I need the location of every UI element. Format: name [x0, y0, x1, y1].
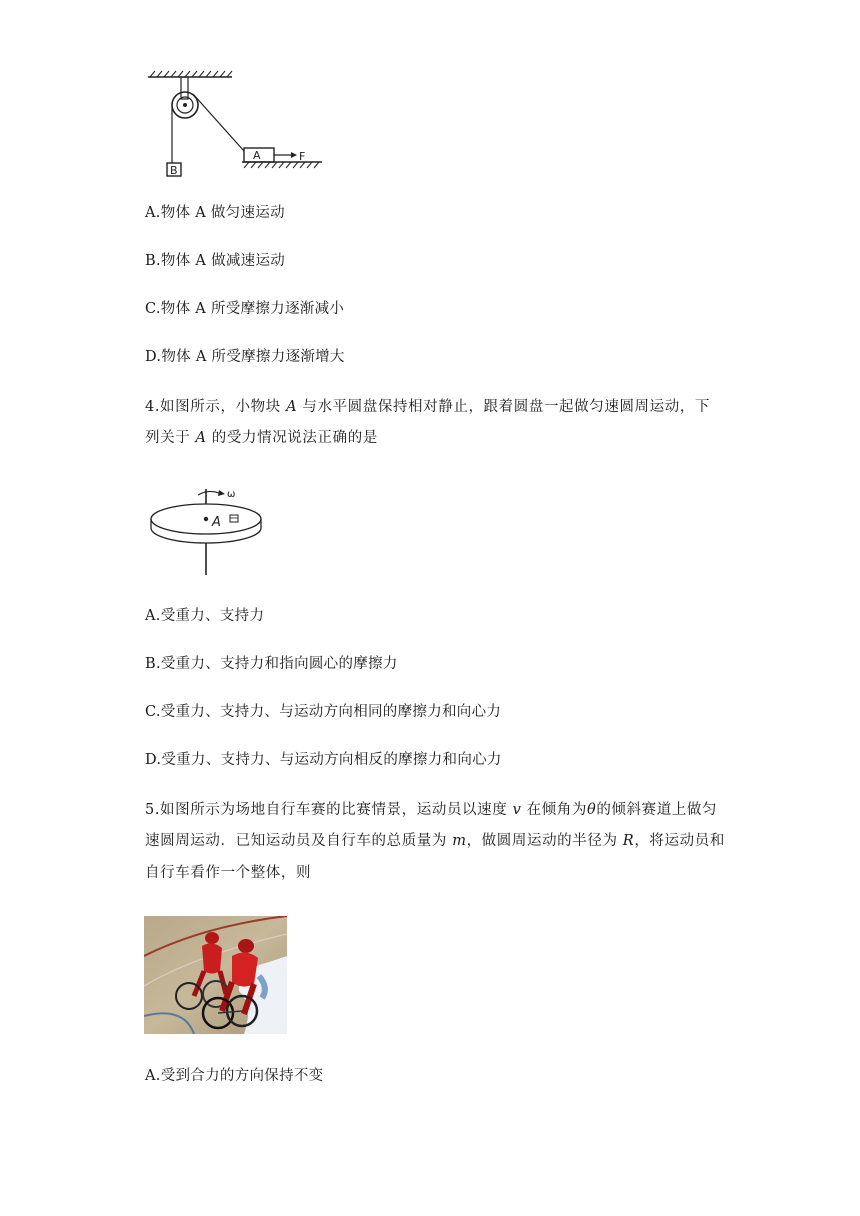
q4-stem-line1: 4.如图所示，小物块 A 与水平圆盘保持相对静止，跟着圆盘一起做匀速圆周运动，下	[145, 399, 711, 415]
q5-stem-line3: 自行车看作一个整体，则	[145, 865, 312, 881]
label-f: F	[299, 150, 306, 163]
q3-option-a: A.物体 A 做匀速运动	[145, 205, 285, 221]
q4-option-b: B.受重力、支持力和指向圆心的摩擦力	[145, 656, 398, 672]
q4-stem-line2: 列关于 A 的受力情况说法正确的是	[145, 430, 378, 446]
q4-option-d: D.受重力、支持力、与运动方向相反的摩擦力和向心力	[145, 752, 502, 768]
q3-option-b: B.物体 A 做减速运动	[145, 253, 286, 269]
q4-option-c: C.受重力、支持力、与运动方向相同的摩擦力和向心力	[145, 704, 502, 720]
q3-option-d: D.物体 A 所受摩擦力逐渐增大	[145, 349, 345, 365]
q5-option-a: A.受到合力的方向保持不变	[145, 1068, 324, 1084]
q5-stem-line2: 速圆周运动．已知运动员及自行车的总质量为 m，做圆周运动的半径为 R，将运动员和	[145, 833, 725, 849]
label-b: B	[170, 164, 178, 177]
q4-option-a: A.受重力、支持力	[145, 608, 265, 624]
q3-option-c: C.物体 A 所受摩擦力逐渐减小	[145, 301, 345, 317]
pulley-diagram	[140, 68, 335, 180]
cycling-race-photo	[144, 916, 287, 1034]
omega-label: ω	[227, 489, 236, 500]
disc-label-a: A	[212, 515, 221, 530]
rotating-disc-diagram	[145, 483, 270, 579]
label-a: A	[253, 149, 261, 162]
q5-stem-line1: 5.如图所示为场地自行车赛的比赛情景，运动员以速度 v 在倾角为θ的倾斜赛道上做匀	[145, 802, 718, 818]
